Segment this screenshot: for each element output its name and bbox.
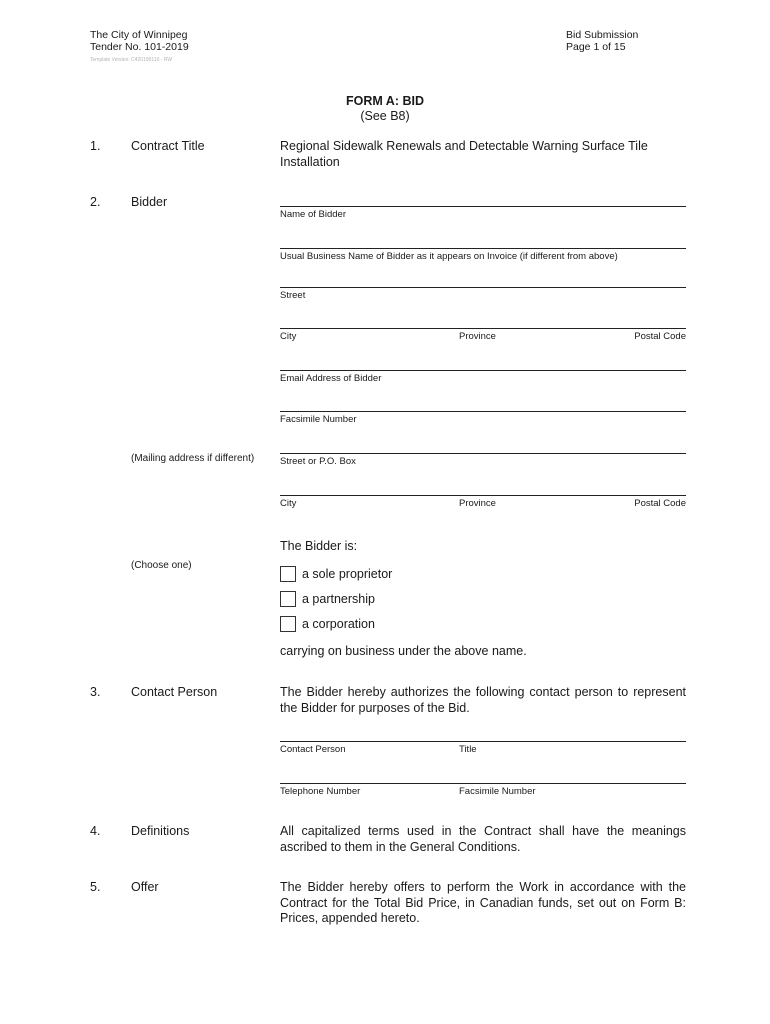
offer-text: The Bidder hereby offers to perform the Work in accordance with the Contract for the Total Bid Price, in Canadian funds, set out on Form B: Prices, appended hereto. [280,880,686,925]
sole-proprietor-checkbox[interactable] [280,566,296,582]
section-4-label: Definitions [131,824,190,838]
choose-one-note: (Choose one) [131,560,192,571]
telephone-caption: Telephone Number [280,786,361,797]
title-caption: Title [459,744,477,755]
street-line[interactable] [280,287,686,288]
section-5-label: Offer [131,880,159,894]
usual-business-name-caption: Usual Business Name of Bidder as it appears on Invoice (if different from above) [280,251,618,262]
province-caption: Province [459,331,496,342]
name-of-bidder-caption: Name of Bidder [280,209,347,220]
street-po-line[interactable] [280,453,686,454]
corporation-label: a corporation [302,617,375,631]
corporation-checkbox[interactable] [280,616,296,632]
header-org: The City of Winnipeg [90,29,188,41]
street-po-caption: Street or P.O. Box [280,456,356,467]
contact-person-caption: Contact Person [280,744,346,755]
email-line[interactable] [280,370,686,371]
contact-facsimile-caption: Facsimile Number [459,786,536,797]
section-2-label: Bidder [131,195,168,209]
telephone-facsimile-line[interactable] [280,783,686,784]
definitions-text: All capitalized terms used in the Contract shall have the meanings ascribed to them in the General Conditions. [280,824,686,854]
facsimile-caption: Facsimile Number [280,414,357,425]
section-5-number: 5. [90,880,101,894]
form-title: FORM A: BID [346,94,424,108]
header-bid-submission: Bid Submission [566,29,639,41]
mailing-city-caption: City [280,498,297,509]
header-tender-number: Tender No. 101-2019 [90,41,189,53]
contract-title-text: Regional Sidewalk Renewals and Detectable Warning Surface Tile Installation [280,139,648,169]
mailing-province-caption: Province [459,498,496,509]
postal-code-caption: Postal Code [634,331,686,342]
section-1-number: 1. [90,139,101,153]
contact-person-text: The Bidder hereby authorizes the following contact person to represent the Bidder for purposes of the Bid. [280,685,686,715]
sole-proprietor-label: a sole proprietor [302,567,393,581]
city-caption: City [280,331,297,342]
section-1-label: Contract Title [131,139,205,153]
usual-business-name-line[interactable] [280,248,686,249]
section-2-number: 2. [90,195,101,209]
carrying-on-business-text: carrying on business under the above name. [280,644,527,658]
mailing-postal-code-caption: Postal Code [634,498,686,509]
name-of-bidder-line[interactable] [280,206,686,207]
mailing-city-province-postal-line[interactable] [280,495,686,496]
header-page-number: Page 1 of 15 [566,41,626,53]
section-3-label: Contact Person [131,685,218,699]
form-subtitle: (See B8) [360,109,410,123]
facsimile-line[interactable] [280,411,686,412]
contact-person-title-line[interactable] [280,741,686,742]
street-caption: Street [280,290,306,301]
section-4-number: 4. [90,824,101,838]
city-province-postal-line[interactable] [280,328,686,329]
partnership-checkbox[interactable] [280,591,296,607]
partnership-label: a partnership [302,592,375,606]
section-3-number: 3. [90,685,101,699]
header-template-version: Template Version: C420190110 - RW [90,57,173,63]
bidder-is-label: The Bidder is: [280,539,358,553]
mailing-address-note: (Mailing address if different) [131,453,255,464]
email-caption: Email Address of Bidder [280,373,382,384]
